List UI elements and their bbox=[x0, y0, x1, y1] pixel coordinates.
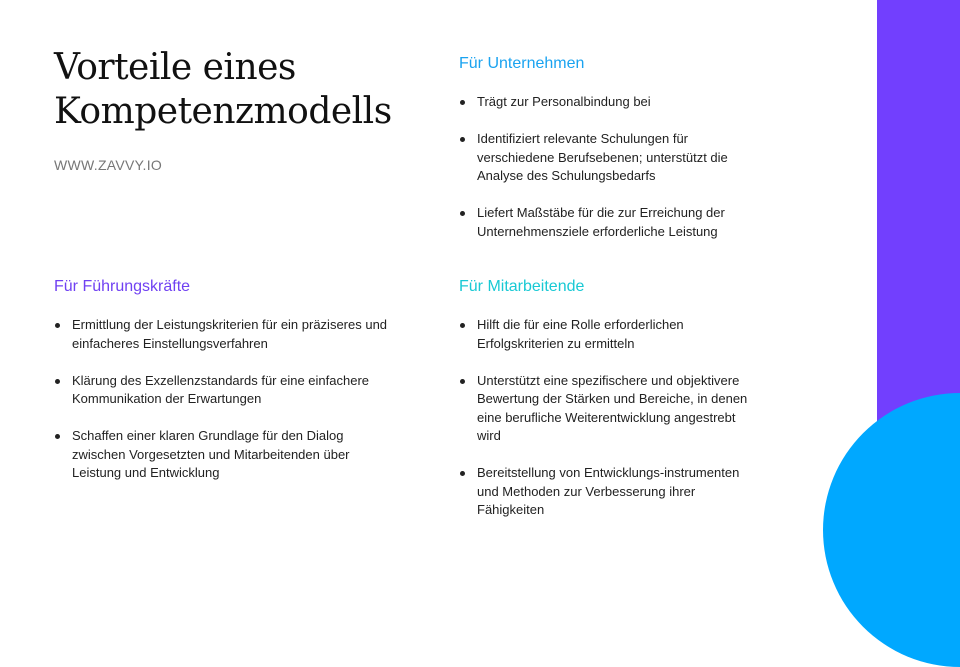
list-item: Schaffen einer klaren Grundlage für den Dialog zwischen Vorgesetzten und Mitarbeitenden über Leistung und Entwicklung bbox=[54, 427, 394, 483]
bullet-list bbox=[459, 93, 759, 241]
bullet-list bbox=[54, 316, 394, 483]
list-item: Trägt zur Personalbindung bei bbox=[459, 93, 759, 112]
page-title: Vorteile eines Kompetenzmodells bbox=[54, 47, 392, 132]
list-item: Ermittlung der Leistungskriterien für ein präziseres und einfacheres Einstellungsverfahren bbox=[54, 316, 394, 353]
section-heading: Für Führungskräfte bbox=[54, 278, 191, 295]
list-item: Klärung des Exzellenzstandards für eine einfachere Kommunikation der Erwartungen bbox=[54, 372, 394, 409]
section-fuehrungskraefte bbox=[54, 277, 394, 501]
list-item: Identifiziert relevante Schulungen für verschiedene Berufsebenen; unterstützt die Analyse des Schulungsbedarfs bbox=[459, 130, 759, 186]
decorative-blue-circle bbox=[823, 393, 960, 667]
section-unternehmen bbox=[459, 54, 759, 260]
bullet-list bbox=[459, 316, 759, 520]
website-link: WWW.ZAVVY.IO bbox=[54, 157, 163, 173]
list-item: Bereitstellung von Entwicklungs-instrumenten und Methoden zur Verbesserung ihrer Fähigkeiten bbox=[459, 464, 759, 520]
list-item: Hilft die für eine Rolle erforderlichen Erfolgskriterien zu ermitteln bbox=[459, 316, 759, 353]
list-item: Unterstützt eine spezifischere und objektivere Bewertung der Stärken und Bereiche, in denen eine berufliche Weiterentwicklung angestrebt wird bbox=[459, 372, 759, 446]
section-heading: Für Unternehmen bbox=[459, 55, 585, 72]
list-item: Liefert Maßstäbe für die zur Erreichung der Unternehmensziele erforderliche Leistung bbox=[459, 204, 759, 241]
section-mitarbeitende bbox=[459, 277, 759, 538]
section-heading: Für Mitarbeitende bbox=[459, 278, 585, 295]
